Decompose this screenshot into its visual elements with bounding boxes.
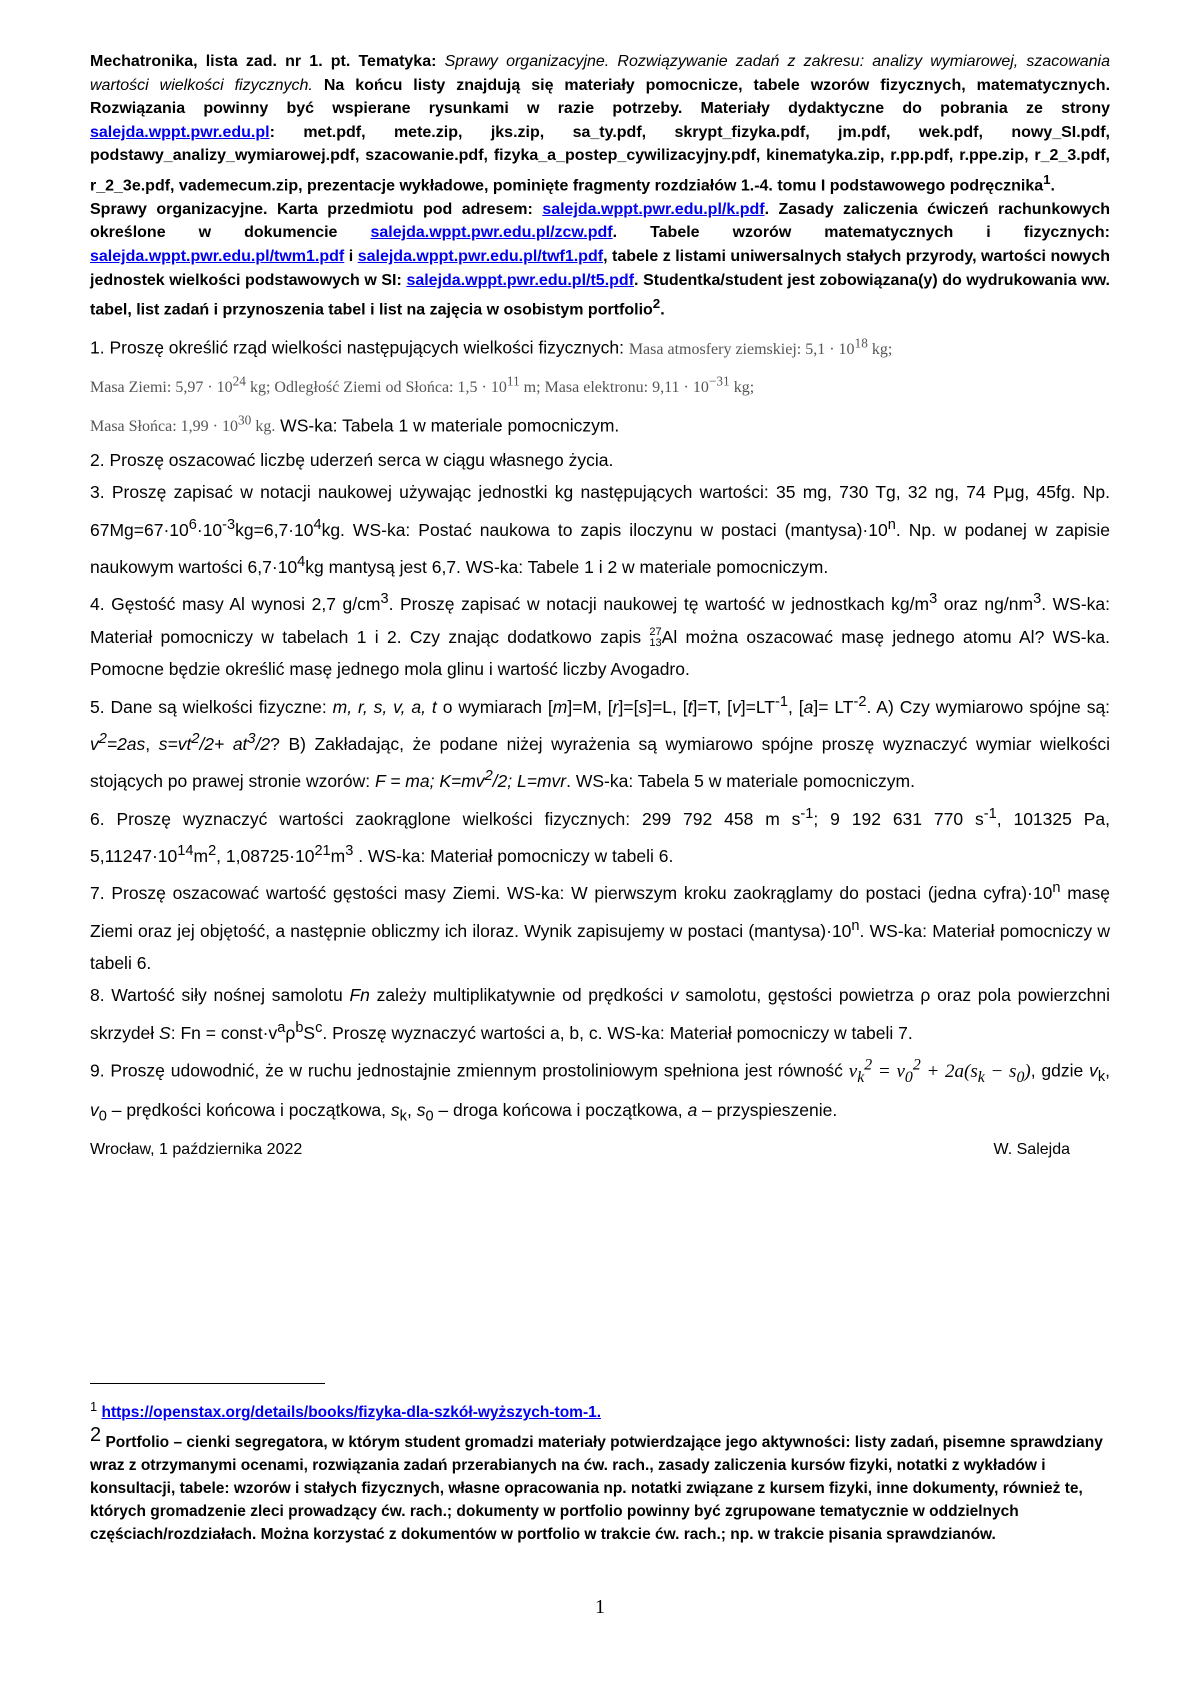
link-twf[interactable]: salejda.wppt.pwr.edu.pl/twf1.pdf [357,248,604,266]
place-date: Wrocław, 1 października 2022 [90,1140,303,1158]
task-2: 2. Proszę oszacować liczbę uderzeń serca w ciągu własnego życia. [90,449,614,470]
footnote-1: $^1$ https://openstax.org/details/books/fizyka-dla-szkół-wyższych-tom-1. [90,1399,602,1422]
task-7: 7. Proszę oszacować wartość gęstości masy Ziemi. WS-ka: W pierwszym kroku zaokrąglamy do postaci (jedna $cyfra)\cdot 10^n$ masę Ziemi oraz jej objętość, a następnie obliczmy ich iloraz. Wynik zapisujemy w postaci $(mantysa)\cdot 10^n$. WS-ka: Materiał pomocniczy w tabeli 6. [90,880,1110,973]
task-list [90,327,1110,1133]
footnotes [90,1395,1110,1546]
link-site[interactable]: salejda.wppt.pwr.edu.pl [90,123,270,141]
link-twm[interactable]: salejda.wppt.pwr.edu.pl/twm1.pdf [90,248,345,266]
task-6: 6. Proszę wyznaczyć wartości zaokrąglone wielkości fizycznych: 299 792 458 m $s^{-1}$; 9 192 631 770 $s^{-1}$, 101325 Pa, $5,11247\cdot 10^{14}m^2$, $1,08725\cdot 10^{21}m^3$ . WS-ka: Materiał pomocniczy w tabeli 6. [90,805,1111,866]
mass-sun: Masa Słońca: $1,99 \cdot 10^{30}$ kg. [90,412,276,436]
footnote-separator [90,1383,325,1384]
link-zcw[interactable]: salejda.wppt.pwr.edu.pl/zcw.pdf [370,224,613,242]
page-number: 1 [595,1596,605,1618]
link-course-card[interactable]: salejda.wppt.pwr.edu.pl/k.pdf [542,200,765,218]
mass-atmosphere: Masa atmosfery ziemskiej: $5,1 \cdot 10^{18}$ kg; [628,335,893,358]
author: W. Salejda [993,1140,1070,1158]
task-8: 8. Wartość siły nośnej samolotu Fn zależy multiplikatywnie od prędkości v samolotu, gęstości powietrza ρ oraz pola powierzchni skrzydeł S: $Fn = const\cdot v^a\rho^bS^c$. Proszę wyznaczyć wartości a, b, c. WS-ka: Materiał pomocniczy w tabeli 7. [90,985,1110,1043]
link-t5[interactable]: salejda.wppt.pwr.edu.pl/t5.pdf [406,271,635,289]
task-3: 3. Proszę zapisać w notacji naukowej używając jednostki kg następujących wartości: 35 mg, 730 Tg, 32 ng, 74 Pμg, 45fg. Np. $67Mg=67\cdot 10^6\cdot 10^{-3}kg=6,7\cdot 10^4kg$. WS-ka: Postać naukowa to zapis iloczynu w postaci $(mantysa)\cdot 10^n$. Np. w podanej w zapisie naukowym wartości $6,7\cdot 10^4kg$ mantysą jest 6,7. WS-ka: Tabele 1 i 2 w materiale pomocniczym. [90,482,1110,577]
intro-paragraph: Mechatronika, lista zad. nr 1. pt. Tematyka: Sprawy organizacyjne. Rozwiązywanie zadań z zakresu: analizy wymiarowej, szacowania wartości wielkości fizycznych. Na końcu listy znajdują się materiały pomocnicze, tabele wzorów fizycznych, matematycznych. Rozwiązania powinny być wspierane rysunkami w razie potrzeby. Materiały dydaktyczne do pobrania ze strony salejda.wppt.pwr.edu.pl: met.pdf, mete.zip, jks.zip, sa_ty.pdf, skrypt_fizyka.pdf, jm.pdf, wek.pdf, nowy_SI.pdf, podstawy_analizy_wymiarowej.pdf, szacowanie.pdf, fizyka_a_postep_cywilizacyjny.pdf, kinematyka.zip, r.pp.pdf, r.ppe.zip, r_2_3.pdf, r_2_3e.pdf, vademecum.zip, prezentacje wykładowe, pominięte fragmenty rozdziałów 1.-4. tomu I podstawowego podręcznika$^1$. [90,53,1111,195]
isotope-notation: 27 13 [649,626,662,650]
openstax-link[interactable]: https://openstax.org/details/books/fizyka-dla-szkół-wyższych-tom-1. [101,1404,602,1422]
footnote-ref-1[interactable]: 1 [1043,171,1051,187]
organization-paragraph: Sprawy organizacyjne. Karta przedmiotu pod adresem: salejda.wppt.pwr.edu.pl/k.pdf. Zasady zaliczenia ćwiczeń rachunkowych określone w dokumencie salejda.wppt.pwr.edu.pl/zcw.pdf. Tabele wzorów matematycznych i fizycznych: salejda.wppt.pwr.edu.pl/twm1.pdf i salejda.wppt.pwr.edu.pl/twf1.pdf, tabele z listami uniwersalnych stałych przyrody, wartości nowych jednostek wielkości podstawowych w SI: salejda.wppt.pwr.edu.pl/t5.pdf. Studentka/student jest zobowiązana(y) do wydrukowania ww. tabel, list zadań i przynoszenia tabel i list na zajęcia w osobistym portfolio$^2$. [90,200,1111,319]
document-page [90,50,1110,1159]
signature-line [90,1141,1110,1159]
task-5: 5. Dane są wielkości fizyczne: m, r, s, v, a, t o wymiarach [m]=M, [r]=[s]=L, [t]=T, $[v]=LT^{-1}$, $[a]= LT^{-2}$. A) Czy wymiarowo spójne są: $v^2=2as$, $s=vt^2/2+ at^3/2$? B) Zakładając, że podane niżej wyrażenia są wymiarowo spójne proszę wyznaczyć wymiar wielkości stojących po prawej stronie wzorów: F = ma; $K=mv^2/2$; L=mvr. WS-ka: Tabela 5 w materiale pomocniczym. [90,693,1111,792]
velocity-equation: $v_k^2 = v_0^2 + 2a(s_k - s_0)$ [848,1056,1031,1086]
task-4: 4. Gęstość masy Al wynosi 2,7 $g/cm^3$. Proszę zapisać w notacji naukowej tę wartość w jednostkach $kg/m^3$ oraz $ng/nm^3$. WS-ka: Materiał pomocniczy w tabelach 1 i 2. Czy znając dodatkowo zapis 27 13Al można oszacować masę jednego atomu Al? WS-ka. Pomocne będzie określić masę jednego mola glinu i wartość liczby Avogadro. [90,591,1110,680]
footnote-2: $^2$ Portfolio – cienki segregatora, w którym student gromadzi materiały potwierdzające jego aktywności: listy zadań, pisemne sprawdziany wraz z otrzymanymi ocenami, rozwiązania zadań przerabianych na ćw. rach., zasady zaliczenia kursów fizyki, notatki z wykładów i konsultacji, tabele: wzorów i stałych fizycznych, własne opracowania np. notatki związane z kursem fizyki, inne dokumenty, również te, których gromadzenie zleci prowadzący ćw. rach.; dokumenty w portfolio powinny być zgrupowane tematycznie w oddzielnych częściach/rozdziałach. Można korzystać z dokumentów w portfolio w trakcie ćw. rach.; np. w trakcie pisania sprawdzianów. [90,1424,1103,1544]
task-1: 1. Proszę określić rząd wielkości następujących wielkości fizycznych: Masa atmosfery ziemskiej: $5,1 \cdot 10^{18}$ kg; Masa Ziemi: $5,97 \cdot 10^{24}$ kg; Odległość Ziemi od Słońca: $1,5 \cdot 10^{11}$ m; Masa elektronu: $9,11 \cdot 10^{-31}$ kg; Masa Słońca: $1,99 \cdot 10^{30}$ kg. WS-ka: Tabela 1 w materiale pomocniczym. [90,335,893,436]
task-9: 9. Proszę udowodnić, że w ruchu jednostajnie zmiennym prostoliniowym spełniona jest równość $v_k^2 = v_0^2 + 2a(s_k - s_0)$, gdzie $v_k$, $v_0$ – prędkości końcowa i początkowa, $s_k$, $s_0$ – droga końcowa i początkowa, a – przyspieszenie. [90,1056,1110,1125]
mass-earth-distance-electron: Masa Ziemi: $5,97 \cdot 10^{24}$ kg; Odległość Ziemi od Słońca: $1,5 \cdot 10^{11}$ m; Masa elektronu: $9,11 \cdot 10^{-31}$ kg; [90,374,755,397]
footnote-ref-2[interactable]: 2 [652,296,661,312]
